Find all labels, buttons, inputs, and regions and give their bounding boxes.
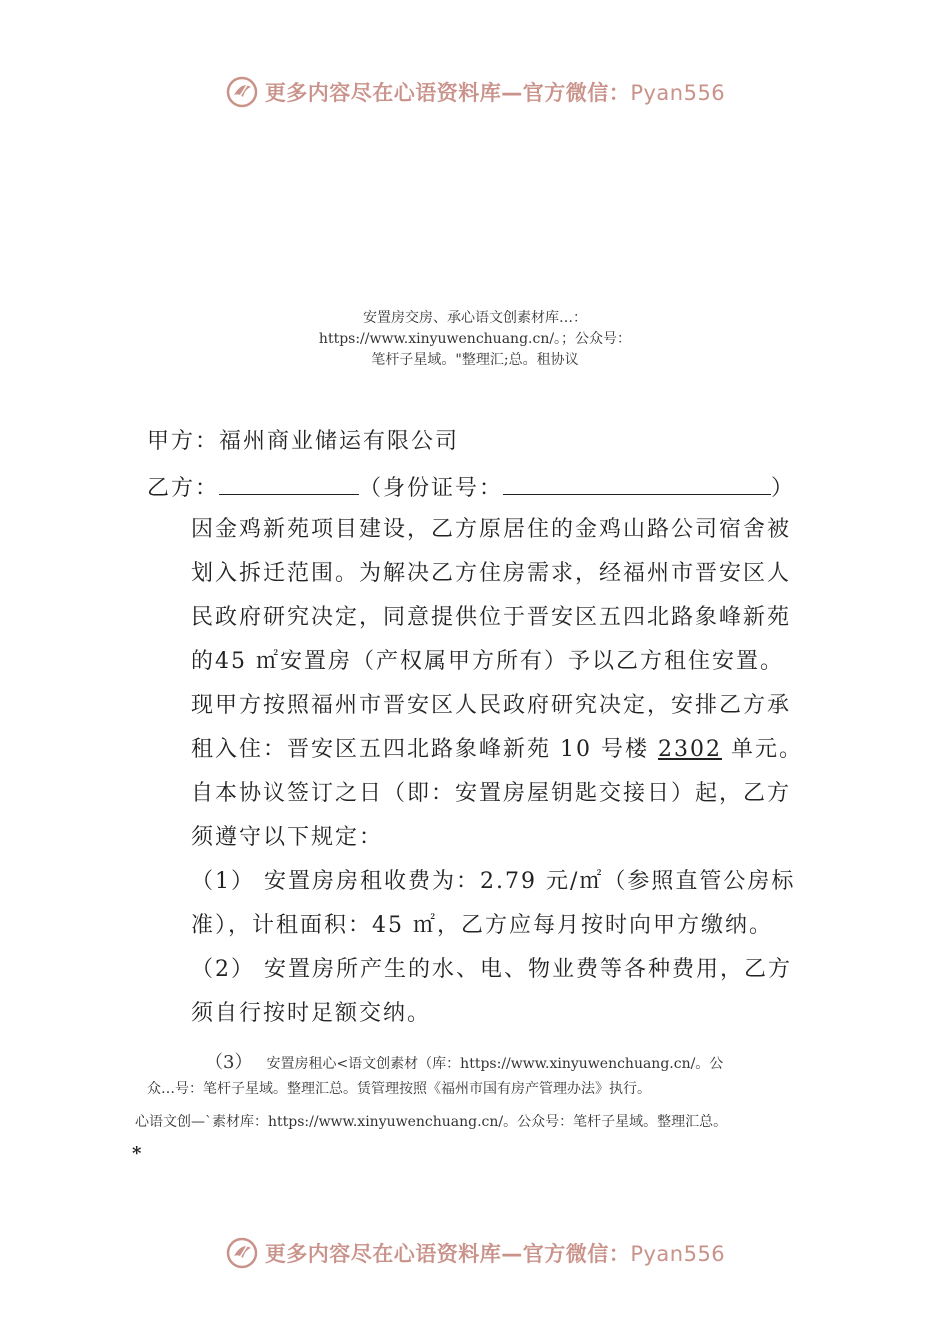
- logo-icon: [225, 75, 259, 109]
- party-b-id-blank: [503, 472, 771, 495]
- party-b-close: ）: [771, 476, 796, 501]
- title-line-3: 笔杆子星域。"整理汇;总。租协议: [371, 352, 579, 368]
- banner-text: [265, 77, 725, 107]
- logo-icon: [225, 1236, 259, 1270]
- banner-wechat-id: Pyan556: [630, 81, 726, 105]
- title-line-2: https://www.xinyuwenchuang.cn/。；公众号：: [318, 331, 632, 347]
- title-line-1: 安置房交房、承心语文创素材库…：: [363, 310, 587, 326]
- party-a: 甲方：福州商业储运有限公司: [147, 429, 460, 454]
- banner-wechat-id: Pyan556: [630, 1242, 726, 1266]
- banner-text: [265, 1238, 725, 1268]
- rule-item-2: [147, 948, 807, 1036]
- rule-item-1-text: （1） 安置房房租收费为：2.79 元/㎡（参照直管公房标准），计租面积：45 ㎡，乙方应每月按时向甲方缴纳。: [191, 869, 796, 938]
- rule-item-3-line-2: 众…号：笔杆子星域。整理汇总。赁管理按照《福州市国有房产管理办法》执行。: [147, 1081, 651, 1097]
- paragraph-background-text: 因金鸡新苑项目建设，乙方原居住的金鸡山路公司宿舍被划入拆迁范围。为解决乙方住房需求，经福州市晋安区人民政府研究决定，同意提供位于晋安区五四北路象峰新苑的45 ㎡安置房（产权属甲方所有）予以乙方租住安置。: [191, 517, 792, 674]
- rule-item-3-line-1: [205, 1048, 723, 1074]
- paragraph-arrangement: [147, 684, 807, 860]
- paragraph-arrangement-text: [147, 684, 807, 860]
- arrangement-before: 现甲方按照福州市晋安区人民政府研究决定，安排乙方承租入住：晋安区五四北路象峰新苑 10 号楼: [191, 693, 792, 762]
- banner-label: 更多内容尽在心语资料库—官方微信：: [264, 81, 631, 105]
- footer-watermark-banner: [0, 1233, 950, 1273]
- party-b-id-label: （身份证号：: [359, 476, 504, 501]
- rule-item-3-number: （3）: [205, 1052, 253, 1073]
- banner-label: 更多内容尽在心语资料库—官方微信：: [264, 1242, 631, 1266]
- party-b: [147, 471, 795, 502]
- arrangement-after: 单元。自本协议签订之日（即：安置房屋钥匙交接日）起，乙方须遵守以下规定：: [191, 737, 803, 850]
- party-b-label: 乙方：: [147, 476, 220, 501]
- unit-number: 2302: [657, 737, 722, 762]
- rule-item-2-text: （2） 安置房所产生的水、电、物业费等各种费用，乙方须自行按时足额交纳。: [191, 957, 792, 1026]
- document-title: [0, 308, 950, 371]
- asterisk-mark: *: [132, 1143, 142, 1164]
- header-watermark-banner: [0, 72, 950, 112]
- rule-item-1: [147, 860, 807, 948]
- rule-item-3-line-3: 心语文创—`素材库：https://www.xinyuwenchuang.cn/。公众号：笔杆子星域。整理汇总。: [135, 1114, 728, 1130]
- rule-item-3-text-1: 安置房租心<语文创素材（库：https://www.xinyuwenchuang.cn/。公: [266, 1056, 724, 1072]
- paragraph-background: [147, 508, 807, 684]
- party-b-name-blank: [219, 472, 359, 495]
